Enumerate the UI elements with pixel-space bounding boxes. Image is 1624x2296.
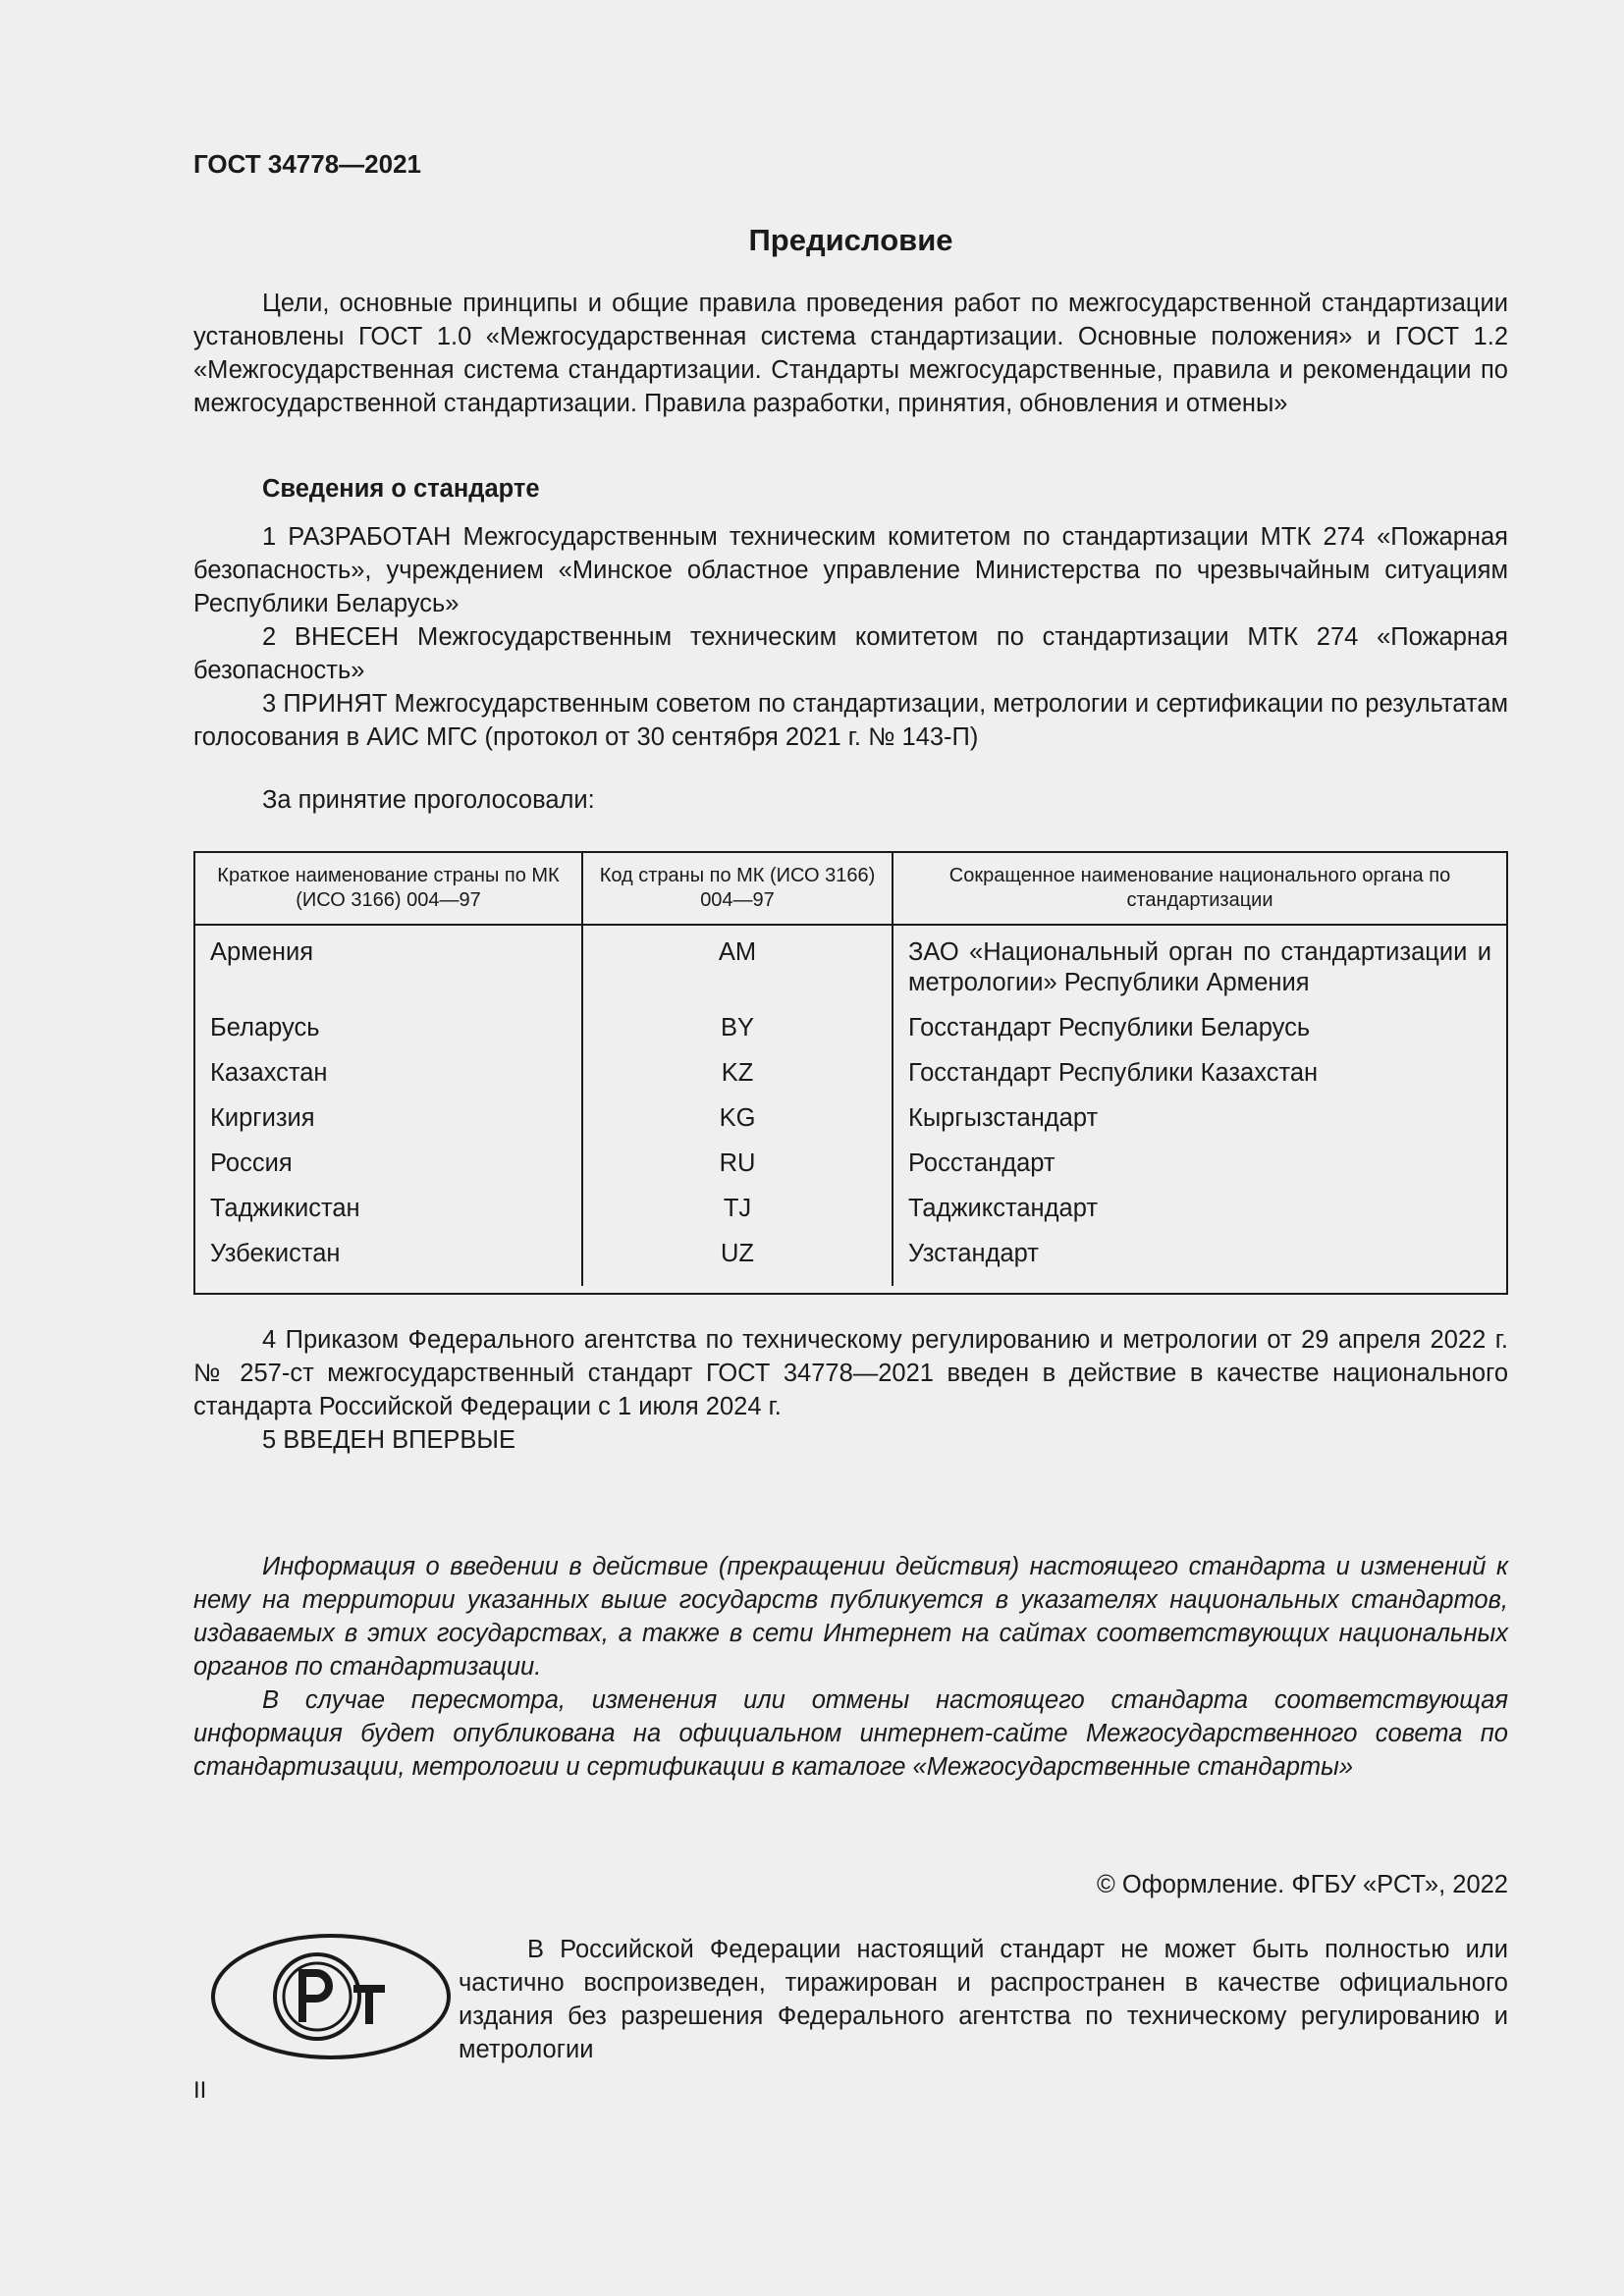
country-name: Армения (195, 925, 582, 1003)
table-row (195, 1139, 1506, 1184)
info-item-3: 3 ПРИНЯТ Межгосударственным советом по стандартизации, метрологии и сертификации по результатам голосования в АИС МГС (протокол от 30 сентября 2021 г. № 143-П) (193, 690, 1508, 751)
info-notice-paragraph: Информация о введении в действие (прекращении действия) настоящего стандарта и изменений к нему на территории указанных выше государств публикуется в указателях национальных стандартов, издаваемых в этих государствах, а также в сети Интернет на сайтах соответствующих национальных органов по стандартизации. (193, 1553, 1508, 1681)
country-code: KG (582, 1094, 893, 1139)
info-item-2: 2 ВНЕСЕН Межгосударственным техническим комитетом по стандартизации МТК 274 «Пожарная безопасность» (193, 623, 1508, 684)
national-organ: Госстандарт Республики Беларусь (908, 1014, 1311, 1041)
table-filler-row (195, 1274, 1506, 1286)
intro-paragraph-block (193, 287, 1508, 420)
national-organ: Госстандарт Республики Казахстан (908, 1059, 1319, 1087)
revision-notice-paragraph: В случае пересмотра, изменения или отмены настоящего стандарта соответствующая информация будет опубликована на официальном интернет-сайте Межгосударственного совета по стандартизации, метрологии и сертификации в каталоге «Межгосударственные стандарты» (193, 1686, 1508, 1781)
info-item-4: 4 Приказом Федерального агентства по техническому регулированию и метрологии от 29 апреля 2022 г. № 257-ст межгосударственный стандарт ГОСТ 34778—2021 введен в действие в качестве национального стандарта Российской Федерации с 1 июля 2024 г. (193, 1326, 1508, 1420)
table-header-organ: Сокращенное наименование национального органа по стандартизации (893, 853, 1506, 925)
table-row (195, 925, 1506, 1003)
country-code: BY (582, 1003, 893, 1048)
national-organ: Росстандарт (908, 1149, 1056, 1177)
table-row (195, 1003, 1506, 1048)
voted-label: За принятие проголосовали: (262, 786, 595, 814)
filler-cell (195, 1274, 582, 1286)
table-header-country: Краткое наименование страны по МК (ИСО 3166) 004—97 (195, 853, 582, 925)
table-row (195, 1229, 1506, 1274)
rights-notice: В Российской Федерации настоящий стандарт не может быть полностью или частично воспроизведен, тиражирован и распространен в качестве официального издания без разрешения Федерального агентства по техническому регулированию и метрологии (459, 1936, 1508, 2063)
national-organ: Таджикстандарт (908, 1195, 1099, 1222)
country-name: Киргизия (195, 1094, 582, 1139)
table-row (195, 1094, 1506, 1139)
table-header-code: Код страны по МК (ИСО 3166) 004—97 (582, 853, 893, 925)
standard-info-items (193, 520, 1508, 754)
country-code: KZ (582, 1048, 893, 1094)
country-name: Узбекистан (195, 1229, 582, 1274)
country-name: Беларусь (195, 1003, 582, 1048)
page-title: Предисловие (748, 223, 953, 257)
voting-table (193, 851, 1508, 1295)
document-number: ГОСТ 34778—2021 (193, 149, 421, 179)
country-code: UZ (582, 1229, 893, 1274)
info-notice-block (193, 1550, 1508, 1784)
info-item-1: 1 РАЗРАБОТАН Межгосударственным техническим комитетом по стандартизации МТК 274 «Пожарная безопасность», учреждением «Минское областное управление Министерства по чрезвычайным ситуациям Республики Беларусь» (193, 523, 1508, 617)
country-name: Казахстан (195, 1048, 582, 1094)
country-code: TJ (582, 1184, 893, 1229)
rst-logo-icon (210, 1932, 452, 2061)
national-organ: Узстандарт (908, 1240, 1039, 1267)
intro-paragraph: Цели, основные принципы и общие правила проведения работ по межгосударственной стандартизации установлены ГОСТ 1.0 «Межгосударственная система стандартизации. Основные положения» и ГОСТ 1.2 «Межгосударственная система стандартизации. Стандарты межгосударственные, правила и рекомендации по межгосударственной стандартизации. Правила разработки, принятия, обновления и отмены» (193, 290, 1508, 417)
section-title: Сведения о стандарте (262, 475, 540, 503)
filler-cell (893, 1274, 1506, 1286)
copyright-line: © Оформление. ФГБУ «РСТ», 2022 (1097, 1871, 1508, 1898)
national-organ: ЗАО «Национальный орган по стандартизации и метрологии» Республики Армения (908, 938, 1491, 996)
country-code: RU (582, 1139, 893, 1184)
page-number: II (193, 2077, 207, 2104)
rights-notice-block (459, 1933, 1508, 2066)
table-row (195, 1184, 1506, 1229)
table-header-row (195, 853, 1506, 925)
country-name: Россия (195, 1139, 582, 1184)
country-name: Таджикистан (195, 1184, 582, 1229)
standard-info-items-after (193, 1323, 1508, 1457)
table-row (195, 1048, 1506, 1094)
national-organ: Кыргызстандарт (908, 1104, 1099, 1132)
info-item-5: 5 ВВЕДЕН ВПЕРВЫЕ (262, 1426, 516, 1454)
filler-cell (582, 1274, 893, 1286)
country-code: AM (582, 925, 893, 1003)
